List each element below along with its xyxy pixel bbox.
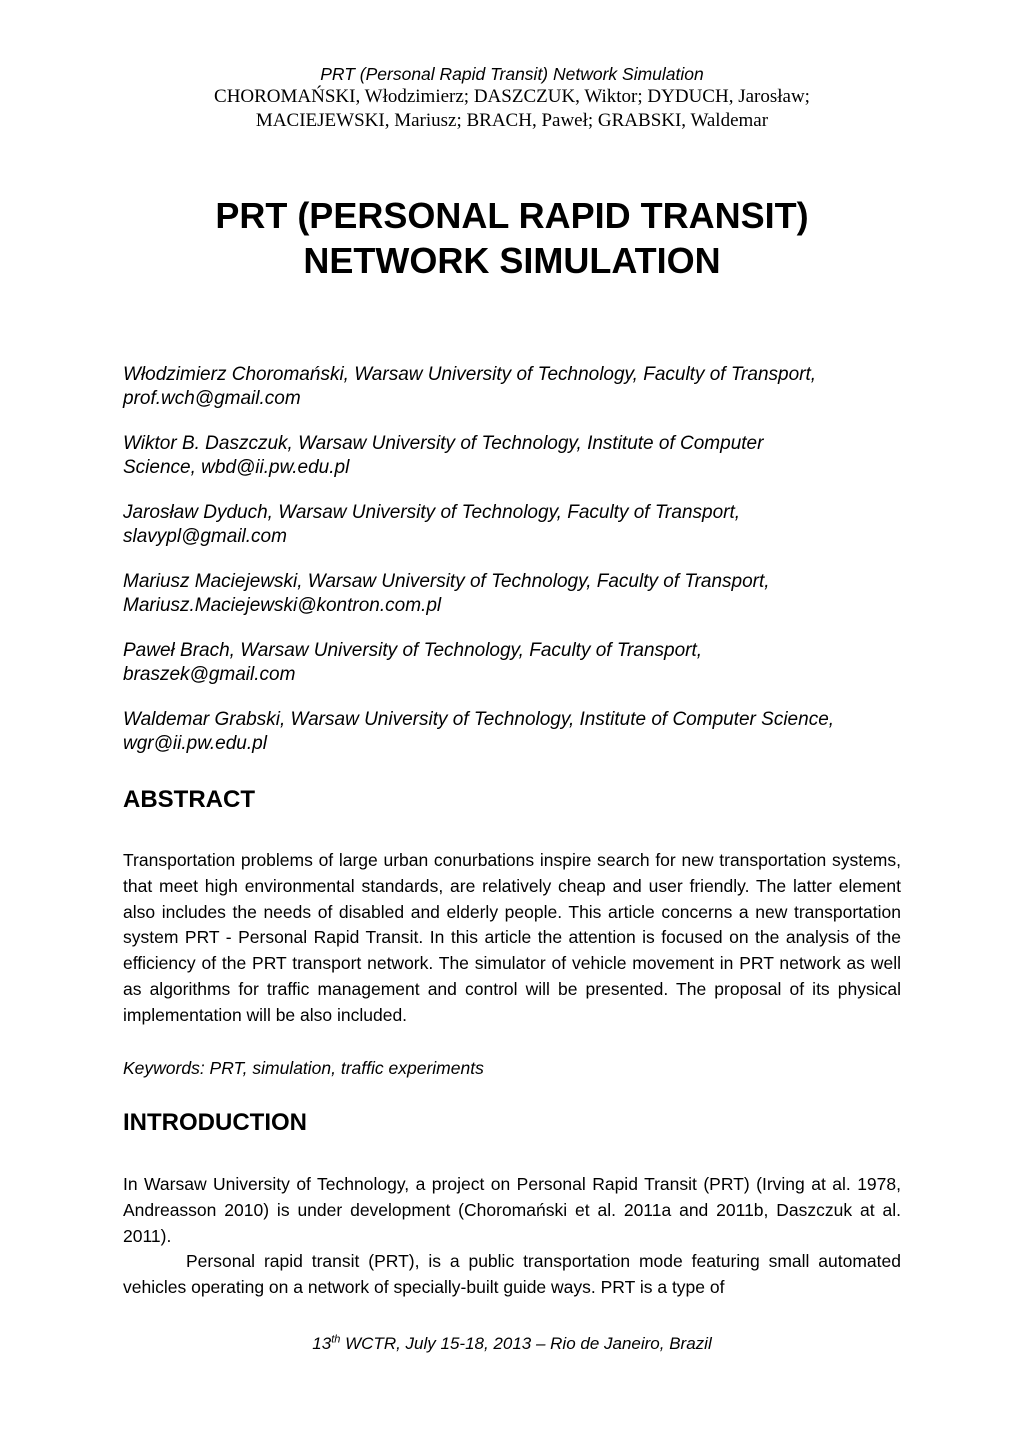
author-choromanski bbox=[123, 363, 913, 411]
author-line: Mariusz Maciejewski, Warsaw University of Technology, Faculty of Transport, bbox=[123, 571, 770, 592]
author-line: wgr@ii.pw.edu.pl bbox=[123, 733, 267, 754]
author-line: prof.wch@gmail.com bbox=[123, 388, 301, 409]
running-header-authors-line2: MACIEJEWSKI, Mariusz; BRACH, Paweł; GRABSKI, Waldemar bbox=[255, 110, 769, 131]
introduction-paragraph-1: In Warsaw University of Technology, a project on Personal Rapid Transit (PRT) (Irving at al. 1978, Andreasson 2010) is under development (Choromański et al. 2011a and 2011b, Daszczuk at al. 2011). bbox=[123, 1174, 901, 1246]
author-dyduch bbox=[123, 501, 913, 549]
introduction-heading: INTRODUCTION bbox=[123, 1109, 307, 1136]
author-line: Science, wbd@ii.pw.edu.pl bbox=[123, 457, 350, 478]
paper-title-line1: PRT (PERSONAL RAPID TRANSIT) bbox=[215, 195, 809, 236]
author-daszczuk bbox=[123, 432, 913, 480]
paper-title-line2: NETWORK SIMULATION bbox=[303, 240, 721, 281]
abstract-heading: ABSTRACT bbox=[123, 786, 255, 813]
footer-ordinal: th bbox=[331, 1333, 341, 1346]
keywords: Keywords: PRT, simulation, traffic experiments bbox=[123, 1058, 484, 1078]
running-header-authors bbox=[0, 85, 1024, 133]
paper-title bbox=[0, 193, 1024, 283]
author-line: slavypl@gmail.com bbox=[123, 526, 287, 547]
author-line: Jarosław Dyduch, Warsaw University of Technology, Faculty of Transport, bbox=[123, 502, 741, 523]
abstract-text: Transportation problems of large urban conurbations inspire search for new transportation systems, that meet high environmental standards, are relatively cheap and user friendly. The latter element also includes the needs of disabled and elderly people. This article concerns a new transportation system PRT - Personal Rapid Transit. In this article the attention is focused on the analysis of the efficiency of the PRT transport network. The simulator of vehicle movement in PRT network as well as algorithms for traffic management and control will be presented. The proposal of its physical implementation will be also included. bbox=[123, 850, 901, 1025]
author-line: Włodzimierz Choromański, Warsaw University of Technology, Faculty of Transport, bbox=[123, 364, 817, 385]
running-header-authors-line1: CHOROMAŃSKI, Włodzimierz; DASZCZUK, Wiktor; DYDUCH, Jarosław; bbox=[214, 86, 810, 107]
author-line: braszek@gmail.com bbox=[123, 664, 296, 685]
introduction-paragraph-2: Personal rapid transit (PRT), is a public transportation mode featuring small automated vehicles operating on a network of specially-built guide ways. PRT is a type of bbox=[123, 1251, 901, 1297]
author-line: Wiktor B. Daszczuk, Warsaw University of Technology, Institute of Computer bbox=[123, 433, 764, 454]
author-grabski bbox=[123, 708, 913, 756]
author-line: Waldemar Grabski, Warsaw University of Technology, Institute of Computer Science, bbox=[123, 709, 835, 730]
author-maciejewski bbox=[123, 570, 913, 618]
running-header-title: PRT (Personal Rapid Transit) Network Simulation bbox=[320, 64, 704, 84]
author-line: Paweł Brach, Warsaw University of Technology, Faculty of Transport, bbox=[123, 640, 703, 661]
footer-number: 13 bbox=[312, 1334, 332, 1353]
author-line: Mariusz.Maciejewski@kontron.com.pl bbox=[123, 595, 442, 616]
footer-text: WCTR, July 15-18, 2013 – Rio de Janeiro, Brazil bbox=[340, 1334, 712, 1353]
page-footer bbox=[0, 1333, 1024, 1355]
author-brach bbox=[123, 639, 913, 687]
